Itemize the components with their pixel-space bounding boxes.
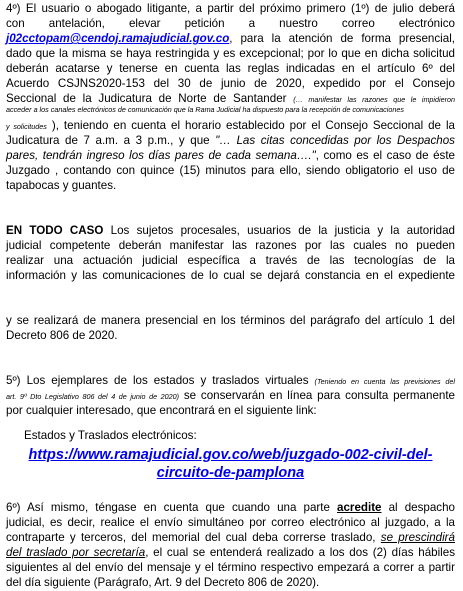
p5-line-1 bbox=[6, 373, 455, 389]
p6-line-4-tail: , el cual se entenderá realizado a los dos (2) días hábiles bbox=[145, 546, 455, 559]
estados-link[interactable]: https://www.ramajudicial.gov.co/web/juzgado-002-civil-del- bbox=[28, 447, 433, 463]
p4-word: petición bbox=[184, 17, 225, 30]
p4-line-10 bbox=[6, 133, 455, 148]
todo-lead: EN TODO CASO bbox=[6, 224, 104, 237]
acredite-word: acredite bbox=[337, 501, 382, 514]
p4-line-11-tail: , como es el caso de éste bbox=[315, 149, 455, 162]
p4-quote-2: pares, tendrán ingreso los días pares de cada semana…." bbox=[6, 149, 316, 162]
p5-line-1-note: (Teniendo en cuenta las previsiones del bbox=[314, 377, 455, 386]
p5-line-2-note: art. 9º Dto Legislativo 806 del 4 de junio de 2020) bbox=[6, 392, 180, 401]
p4-line-5: deberán acatarse y tenerse en cuenta las reglas indicadas en el artículo 6º del bbox=[6, 62, 455, 75]
p4-word: elevar bbox=[128, 17, 161, 30]
todo-line-4: información y las comunicaciones de lo cual se dejará constancia en el expediente bbox=[6, 269, 455, 282]
p5-line-2 bbox=[6, 388, 455, 404]
todo-line-1 bbox=[6, 223, 455, 238]
p4-word: a bbox=[248, 17, 256, 30]
p4-line-8-note: acceder a los canales electrónicos de comunicación que la Rama Judicial ha dispuesto para la recepción de comunicaciones bbox=[6, 105, 404, 114]
todo-line-2: judicial competente deberán manifestar las razones por las cuales no pueden bbox=[6, 239, 455, 252]
p5-line-2-main: se conservarán en línea para consulta permanente bbox=[179, 389, 456, 402]
p4-line-3-tail: , para la atención de forma presencial, bbox=[229, 32, 455, 45]
todo-line-5: y se realizará de manera presencial en los términos del parágrafo del artículo 1 del bbox=[6, 314, 455, 327]
p4-line-3 bbox=[6, 31, 455, 46]
p4-line-7-main: Seccional de la Judicatura de Norte de Santander bbox=[6, 92, 287, 105]
p4-word: correo bbox=[341, 17, 375, 30]
p4-word: con bbox=[6, 17, 25, 30]
p6-line-1-main: 6º) Así mismo, téngase en cuenta que cuando una parte bbox=[6, 501, 330, 514]
p4-line-12: Juzgado , contando con quince (15) minutos para ello, siendo obligatorio el uso de bbox=[6, 164, 455, 177]
estados-label: Estados y Traslados electrónicos: bbox=[24, 429, 197, 442]
p4-word: electrónico bbox=[398, 17, 455, 30]
p6-line-3-main: contraparte y terceros, del memorial del cual deba correrse traslado, bbox=[6, 531, 376, 544]
p6-line-1-tail: al despacho bbox=[381, 501, 455, 514]
p4-line-2 bbox=[6, 16, 455, 31]
traslado-phrase: del traslado por secretaría bbox=[6, 546, 146, 559]
p4-line-4: dado que la misma se haya restringida y es excepcional; por lo que en dicha solicitud bbox=[6, 47, 455, 60]
p6-line-3 bbox=[6, 530, 455, 545]
p4-line-7-note: (… manifestar las razones que le impidieron bbox=[293, 95, 455, 104]
p6-line-1 bbox=[6, 500, 455, 515]
estados-link-line-2 bbox=[6, 464, 455, 483]
p4-line-9 bbox=[6, 118, 455, 134]
p6-line-6: del día siguiente (Parágrafo, Art. 9 del Decreto 806 de 2020). bbox=[6, 576, 320, 589]
p4-line-9-main: ), teniendo en cuenta el horario establecido por el Consejo Seccional de la bbox=[51, 119, 455, 132]
p4-line-10-main: Judicatura de 7 a.m. a 3 p.m., y que bbox=[6, 134, 210, 147]
p4-line-11 bbox=[6, 148, 455, 163]
todo-line-1-text: Los sujetos procesales, usuarios de la justicia y la autoridad bbox=[103, 224, 455, 237]
prescindira-phrase: se prescindirá bbox=[380, 531, 455, 544]
p4-line-1: 4º) El usuario o abogado litigante, a partir del próximo primero (1º) de julio deberá bbox=[6, 2, 455, 15]
estados-link-line-1 bbox=[6, 446, 455, 465]
p4-line-13: tapabocas y guantes. bbox=[6, 179, 117, 192]
p4-word: nuestro bbox=[279, 17, 318, 30]
p4-word: antelación, bbox=[48, 17, 105, 30]
estados-link-continued[interactable]: circuito-de-pamplona bbox=[156, 465, 305, 481]
p6-line-2: judicial, es decir, realice el envío simultáneo por correo electrónico al juzgado, a la bbox=[6, 516, 455, 529]
p4-quote-1: "… Las citas concedidas por los Despachos bbox=[215, 134, 455, 147]
todo-line-6: Decreto 806 de 2020. bbox=[6, 329, 118, 342]
p5-line-1-main: 5º) Los ejemplares de los estados y traslados virtuales bbox=[6, 374, 309, 387]
p6-line-5: siguientes al del envío del mensaje y el término respectivo empezará a correr a partir bbox=[6, 561, 455, 574]
p6-line-4 bbox=[6, 545, 455, 560]
p4-line-9-note: y solicitudes bbox=[6, 122, 47, 131]
p4-line-6: Acuerdo CSJNS2020-153 del 30 de junio de 2020, expedido por el Consejo bbox=[6, 77, 455, 90]
p5-line-3: por cualquier interesado, que encontrará en el siguiente link: bbox=[6, 404, 317, 417]
court-email-link[interactable]: j02cctopam@cendoj.ramajudicial.gov.co bbox=[6, 32, 230, 45]
todo-line-3: realizar una actuación judicial específica a través de las tecnologías de la bbox=[6, 254, 455, 267]
